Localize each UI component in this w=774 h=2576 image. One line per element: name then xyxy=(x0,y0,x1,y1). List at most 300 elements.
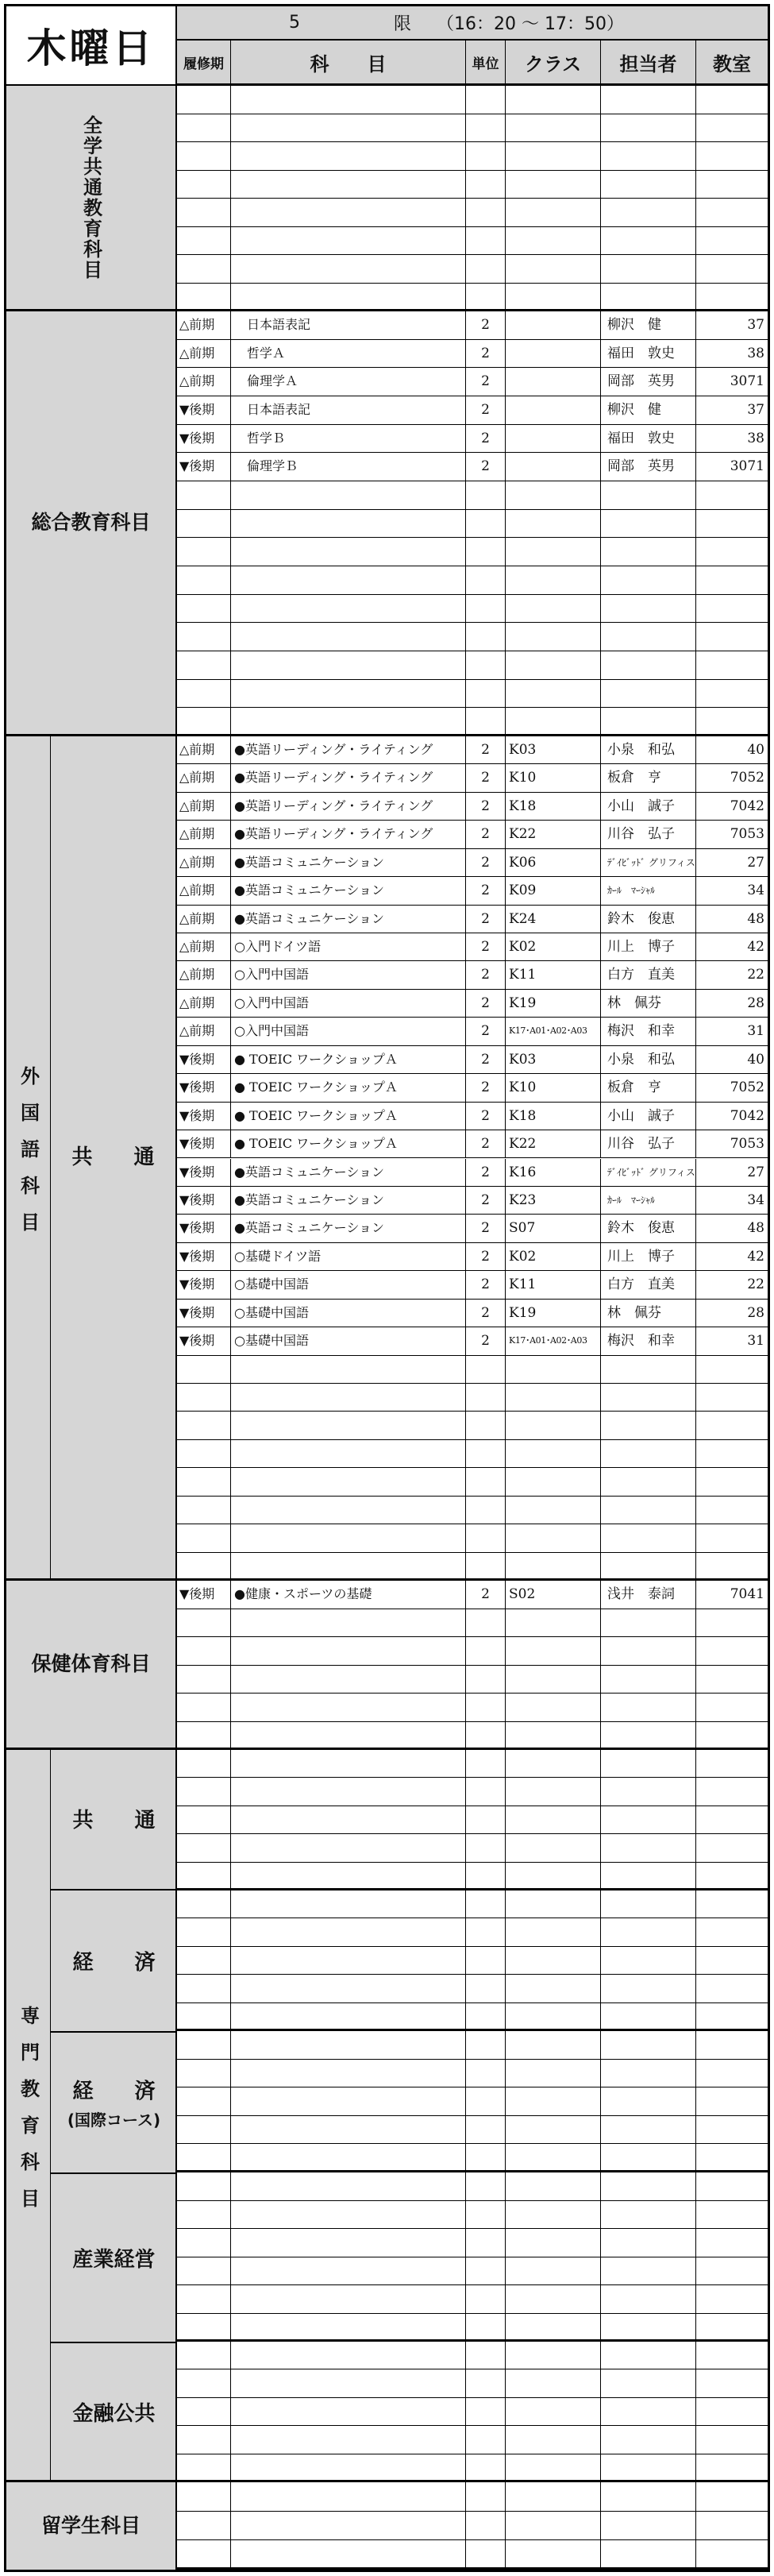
cell-term xyxy=(177,1750,231,1777)
cell-units xyxy=(466,199,506,226)
cell-teacher: 梅沢 和幸 xyxy=(601,1018,696,1045)
cell-room xyxy=(696,680,768,708)
cell-class xyxy=(506,1863,601,1890)
cell-class: K18 xyxy=(506,1103,601,1130)
section-general xyxy=(6,86,177,311)
cell-subject xyxy=(231,510,466,538)
cell-units xyxy=(466,1637,506,1665)
cell-room: 3071 xyxy=(730,373,764,390)
cell-units: 2 xyxy=(466,1074,506,1101)
cell-subject xyxy=(231,1834,466,1861)
cell-subject: ○基礎ドイツ語 xyxy=(231,1243,466,1270)
cell-class xyxy=(506,510,601,538)
cell-subject xyxy=(231,199,466,226)
cell-class xyxy=(506,311,601,339)
cell-units: 2 xyxy=(466,425,506,453)
cell-units xyxy=(466,1806,506,1833)
cell-term xyxy=(177,538,231,566)
cell-units xyxy=(466,2512,506,2540)
cell-teacher: 柳沢 健 xyxy=(601,311,696,339)
cell-units xyxy=(466,1694,506,1721)
cell-subject: ○入門中国語 xyxy=(231,961,466,988)
cell-term: △前期 xyxy=(177,906,231,933)
cell-class xyxy=(506,2229,601,2257)
cell-term xyxy=(177,1440,231,1467)
cell-term xyxy=(177,2144,231,2172)
cell-term xyxy=(177,2087,231,2115)
table-row xyxy=(177,2540,768,2570)
cell-term: ▼後期 xyxy=(177,1130,231,1157)
cell-term xyxy=(177,284,231,311)
cell-class xyxy=(506,425,601,453)
cell-term xyxy=(177,2482,231,2511)
cell-teacher: 林 佩芬 xyxy=(601,990,696,1017)
cell-room: 3071 xyxy=(730,458,764,475)
cell-units: 2 xyxy=(466,1130,506,1157)
cell-units xyxy=(466,1553,506,1580)
cell-term xyxy=(177,1609,231,1637)
table-row xyxy=(177,1637,768,1666)
column-header-units: 単位 xyxy=(466,41,506,86)
cell-class xyxy=(506,2540,601,2569)
cell-teacher xyxy=(601,1834,696,1861)
cell-class xyxy=(506,1778,601,1805)
cell-room: 28 xyxy=(747,994,764,1011)
cell-units xyxy=(466,1975,506,2002)
cell-teacher xyxy=(601,1637,696,1665)
cell-units xyxy=(466,2314,506,2342)
cell-room: 22 xyxy=(747,1276,764,1293)
cell-subject xyxy=(231,1918,466,1945)
cell-room xyxy=(696,2003,768,2030)
cell-teacher xyxy=(601,2512,696,2540)
cell-room: 7052 xyxy=(730,770,764,786)
cell-units xyxy=(466,2201,506,2229)
cell-units xyxy=(466,538,506,566)
cell-term xyxy=(177,227,231,255)
section-foreign-label: 外国語科目 xyxy=(6,736,51,1578)
cell-teacher: 小泉 和弘 xyxy=(601,1046,696,1073)
cell-teacher xyxy=(601,2172,696,2200)
cell-room xyxy=(696,1497,768,1524)
cell-term: ▼後期 xyxy=(177,1581,231,1609)
table-row xyxy=(177,821,768,848)
cell-class xyxy=(506,453,601,481)
cell-term: ▼後期 xyxy=(177,1187,231,1214)
cell-term xyxy=(177,1918,231,1945)
column-header-term: 履修期 xyxy=(177,41,231,86)
cell-units xyxy=(466,481,506,509)
cell-units xyxy=(466,1440,506,1467)
cell-units xyxy=(466,1918,506,1945)
cell-teacher xyxy=(601,1412,696,1439)
cell-teacher xyxy=(601,2257,696,2285)
table-row xyxy=(177,933,768,961)
period-time: （16：20 〜 17：50） xyxy=(437,14,624,34)
table-row xyxy=(177,990,768,1018)
cell-units: 2 xyxy=(466,764,506,791)
table-row xyxy=(177,849,768,877)
cell-class xyxy=(506,1637,601,1665)
cell-room xyxy=(696,651,768,679)
cell-teacher xyxy=(601,1356,696,1383)
table-row xyxy=(177,1046,768,1074)
cell-units: 2 xyxy=(466,1327,506,1354)
cell-teacher xyxy=(601,2087,696,2115)
cell-subject xyxy=(231,2398,466,2425)
table-row xyxy=(177,2257,768,2286)
cell-subject: ●英語コミュニケーション xyxy=(231,1187,466,1214)
cell-subject xyxy=(231,2172,466,2200)
cell-teacher xyxy=(601,1497,696,1524)
table-row xyxy=(177,311,768,340)
cell-room xyxy=(696,2229,768,2257)
cell-units xyxy=(466,2369,506,2396)
table-row xyxy=(177,906,768,933)
cell-class xyxy=(506,227,601,255)
table-row xyxy=(177,199,768,227)
table-row xyxy=(177,1806,768,1834)
cell-subject: 倫理学Ａ xyxy=(231,368,466,396)
table-row xyxy=(177,1722,768,1751)
cell-teacher: 川谷 弘子 xyxy=(601,821,696,848)
cell-teacher xyxy=(601,86,696,114)
cell-term: △前期 xyxy=(177,821,231,848)
cell-teacher: 梅沢 和幸 xyxy=(601,1327,696,1354)
cell-class xyxy=(506,1440,601,1467)
cell-term: △前期 xyxy=(177,311,231,339)
cell-units xyxy=(466,2482,506,2511)
cell-term xyxy=(177,2201,231,2229)
cell-term xyxy=(177,2172,231,2200)
cell-units: 2 xyxy=(466,849,506,876)
cell-term xyxy=(177,595,231,623)
cell-units: 2 xyxy=(466,961,506,988)
cell-room xyxy=(696,1524,768,1551)
cell-term: ▼後期 xyxy=(177,396,231,424)
table-row xyxy=(177,368,768,396)
cell-class xyxy=(506,1750,601,1777)
cell-subject xyxy=(231,171,466,199)
cell-teacher xyxy=(601,1918,696,1945)
cell-teacher xyxy=(601,510,696,538)
cell-class: K18 xyxy=(506,793,601,820)
cell-term: △前期 xyxy=(177,1018,231,1045)
cell-subject xyxy=(231,2342,466,2369)
cell-term xyxy=(177,1722,231,1750)
cell-subject xyxy=(231,651,466,679)
section-comprehensive-label: 総合教育科目 xyxy=(31,511,151,535)
cell-term: ▼後期 xyxy=(177,1243,231,1270)
cell-term xyxy=(177,1553,231,1580)
cell-term xyxy=(177,510,231,538)
cell-subject: 倫理学Ｂ xyxy=(231,453,466,481)
cell-units xyxy=(466,1468,506,1495)
cell-units: 2 xyxy=(466,1243,506,1270)
cell-subject xyxy=(231,1468,466,1495)
cell-room: 34 xyxy=(747,1191,764,1208)
cell-room xyxy=(696,1384,768,1411)
cell-units xyxy=(466,566,506,594)
cell-room xyxy=(696,86,768,114)
cell-subject: 日本語表記 xyxy=(231,311,466,339)
table-row xyxy=(177,2144,768,2172)
cell-room xyxy=(696,2398,768,2425)
table-row xyxy=(177,2482,768,2512)
table-row xyxy=(177,651,768,680)
cell-units xyxy=(466,2031,506,2059)
table-row xyxy=(177,1975,768,2002)
cell-term xyxy=(177,680,231,708)
cell-subject xyxy=(231,1722,466,1750)
cell-room xyxy=(696,2031,768,2059)
section-international-label: 留学生科目 xyxy=(40,2514,141,2538)
cell-term xyxy=(177,708,231,736)
cell-class: S07 xyxy=(506,1215,601,1242)
cell-room xyxy=(696,2512,768,2540)
cell-subject xyxy=(231,2369,466,2396)
cell-teacher xyxy=(601,1947,696,1974)
period-label: 限 xyxy=(394,14,412,34)
cell-term xyxy=(177,2285,231,2313)
table-row xyxy=(177,736,768,764)
table-row xyxy=(177,1187,768,1215)
cell-units: 2 xyxy=(466,933,506,960)
cell-units xyxy=(466,86,506,114)
table-row xyxy=(177,2060,768,2088)
cell-units xyxy=(466,1524,506,1551)
table-row xyxy=(177,708,768,736)
table-row xyxy=(177,510,768,539)
day-title: 木曜日 xyxy=(6,6,177,86)
cell-units: 2 xyxy=(466,793,506,820)
table-row xyxy=(177,1834,768,1862)
cell-class xyxy=(506,1975,601,2002)
cell-term xyxy=(177,171,231,199)
cell-subject xyxy=(231,1694,466,1721)
cell-teacher xyxy=(601,142,696,170)
cell-room xyxy=(696,1356,768,1383)
cell-class xyxy=(506,2257,601,2285)
cell-term xyxy=(177,2512,231,2540)
cell-room: 7041 xyxy=(730,1586,764,1602)
table-row xyxy=(177,2426,768,2454)
cell-subject xyxy=(231,680,466,708)
cell-room xyxy=(696,2116,768,2144)
cell-class xyxy=(506,1890,601,1918)
cell-room xyxy=(696,1778,768,1805)
cell-units xyxy=(466,114,506,142)
cell-term: △前期 xyxy=(177,793,231,820)
cell-subject xyxy=(231,1412,466,1439)
cell-teacher xyxy=(601,171,696,199)
cell-room: 48 xyxy=(747,910,764,927)
cell-class xyxy=(506,2398,601,2425)
cell-subject xyxy=(231,2031,466,2059)
table-row xyxy=(177,2031,768,2060)
cell-subject xyxy=(231,2540,466,2569)
cell-teacher xyxy=(601,1778,696,1805)
table-row xyxy=(177,680,768,709)
cell-class xyxy=(506,623,601,651)
section-comprehensive xyxy=(6,311,177,736)
cell-room xyxy=(696,2454,768,2481)
table-row xyxy=(177,1524,768,1552)
cell-room xyxy=(696,481,768,509)
cell-class xyxy=(506,708,601,736)
cell-room xyxy=(696,1553,768,1580)
cell-subject xyxy=(231,2229,466,2257)
cell-room xyxy=(696,1975,768,2002)
cell-subject xyxy=(231,1609,466,1637)
cell-term: ▼後期 xyxy=(177,1159,231,1186)
cell-units: 2 xyxy=(466,1271,506,1298)
cell-term xyxy=(177,2314,231,2342)
cell-term xyxy=(177,1975,231,2002)
cell-subject xyxy=(231,1637,466,1665)
table-row xyxy=(177,1863,768,1890)
cell-room xyxy=(696,595,768,623)
cell-units xyxy=(466,1356,506,1383)
cell-room: 22 xyxy=(747,967,764,983)
cell-term xyxy=(177,2229,231,2257)
cell-term xyxy=(177,86,231,114)
cell-class xyxy=(506,2454,601,2481)
cell-class: S02 xyxy=(506,1581,601,1609)
cell-room xyxy=(696,2201,768,2229)
cell-subject xyxy=(231,1890,466,1918)
column-header-teacher: 担当者 xyxy=(601,41,696,86)
cell-room xyxy=(696,2144,768,2172)
cell-units xyxy=(466,595,506,623)
table-row xyxy=(177,1130,768,1158)
cell-room xyxy=(696,1834,768,1861)
cell-teacher: 小山 誠子 xyxy=(601,1103,696,1130)
cell-room: 7053 xyxy=(730,1136,764,1153)
table-row xyxy=(177,114,768,143)
cell-units xyxy=(466,1497,506,1524)
cell-term: ▼後期 xyxy=(177,1300,231,1327)
cell-class xyxy=(506,2482,601,2511)
table-row xyxy=(177,1750,768,1778)
cell-class xyxy=(506,1806,601,1833)
cell-term xyxy=(177,1666,231,1694)
cell-units xyxy=(466,1947,506,1974)
cell-term xyxy=(177,1834,231,1861)
cell-class xyxy=(506,566,601,594)
cell-class xyxy=(506,368,601,396)
cell-units xyxy=(466,1750,506,1777)
cell-class xyxy=(506,199,601,226)
cell-subject xyxy=(231,1863,466,1890)
cell-term xyxy=(177,255,231,283)
cell-teacher: 鈴木 俊恵 xyxy=(601,906,696,933)
table-row xyxy=(177,2512,768,2541)
cell-units: 2 xyxy=(466,906,506,933)
cell-class: K10 xyxy=(506,764,601,791)
table-row xyxy=(177,171,768,199)
cell-class xyxy=(506,2031,601,2059)
cell-teacher: 福田 敦史 xyxy=(601,340,696,368)
section-specialized xyxy=(6,1750,177,2482)
cell-subject xyxy=(231,1750,466,1777)
cell-room xyxy=(696,2087,768,2115)
cell-teacher xyxy=(601,1666,696,1694)
table-row xyxy=(177,1103,768,1130)
cell-units xyxy=(466,2172,506,2200)
cell-teacher xyxy=(601,481,696,509)
period-number: 5 xyxy=(289,13,300,33)
cell-class: K17･A01･A02･A03 xyxy=(506,1327,601,1354)
cell-class xyxy=(506,86,601,114)
cell-subject xyxy=(231,284,466,311)
cell-teacher xyxy=(601,2229,696,2257)
cell-subject: ● TOEIC ワークショップＡ xyxy=(231,1074,466,1101)
cell-class xyxy=(506,2314,601,2342)
cell-class: K09 xyxy=(506,877,601,904)
cell-teacher xyxy=(601,1750,696,1777)
table-row xyxy=(177,1778,768,1806)
cell-teacher xyxy=(601,114,696,142)
cell-subject: ●英語リーディング・ライティング xyxy=(231,793,466,820)
cell-class xyxy=(506,1722,601,1750)
table-row xyxy=(177,1947,768,1975)
cell-units: 2 xyxy=(466,1159,506,1186)
cell-room: 38 xyxy=(747,430,764,446)
cell-term xyxy=(177,2257,231,2285)
cell-subject xyxy=(231,708,466,736)
cell-teacher: 川上 博子 xyxy=(601,933,696,960)
cell-teacher: 福田 敦史 xyxy=(601,425,696,453)
cell-units: 2 xyxy=(466,990,506,1017)
cell-room: 31 xyxy=(747,1023,764,1040)
cell-teacher: 小泉 和弘 xyxy=(601,736,696,763)
cell-class xyxy=(506,2426,601,2453)
cell-teacher: 林 佩芬 xyxy=(601,1300,696,1327)
specialized-sub-common: 共 通 xyxy=(50,1748,177,1889)
cell-subject xyxy=(231,538,466,566)
cell-teacher xyxy=(601,199,696,226)
cell-subject: ●英語コミュニケーション xyxy=(231,906,466,933)
cell-teacher xyxy=(601,2201,696,2229)
cell-subject xyxy=(231,227,466,255)
cell-class: K23 xyxy=(506,1187,601,1214)
cell-room xyxy=(696,142,768,170)
cell-room xyxy=(696,1918,768,1945)
cell-room xyxy=(696,1694,768,1721)
cell-term xyxy=(177,1890,231,1918)
cell-teacher xyxy=(601,1806,696,1833)
cell-teacher xyxy=(601,538,696,566)
specialized-sub-economics: 経 済 xyxy=(50,1889,177,2031)
cell-term: ▼後期 xyxy=(177,1046,231,1073)
cell-teacher: ﾃﾞｲﾋﾞｯﾄﾞ グリフィス xyxy=(601,849,696,876)
cell-term xyxy=(177,1524,231,1551)
cell-term xyxy=(177,1806,231,1833)
table-row xyxy=(177,2087,768,2116)
cell-subject: 日本語表記 xyxy=(231,396,466,424)
table-row xyxy=(177,1440,768,1468)
cell-term xyxy=(177,2031,231,2059)
cell-units xyxy=(466,510,506,538)
cell-term xyxy=(177,623,231,651)
table-row xyxy=(177,2003,768,2031)
cell-class xyxy=(506,2201,601,2229)
cell-class: K17･A01･A02･A03 xyxy=(506,1018,601,1045)
cell-subject: 哲学Ｂ xyxy=(231,425,466,453)
cell-units: 2 xyxy=(466,821,506,848)
cell-units: 2 xyxy=(466,396,506,424)
